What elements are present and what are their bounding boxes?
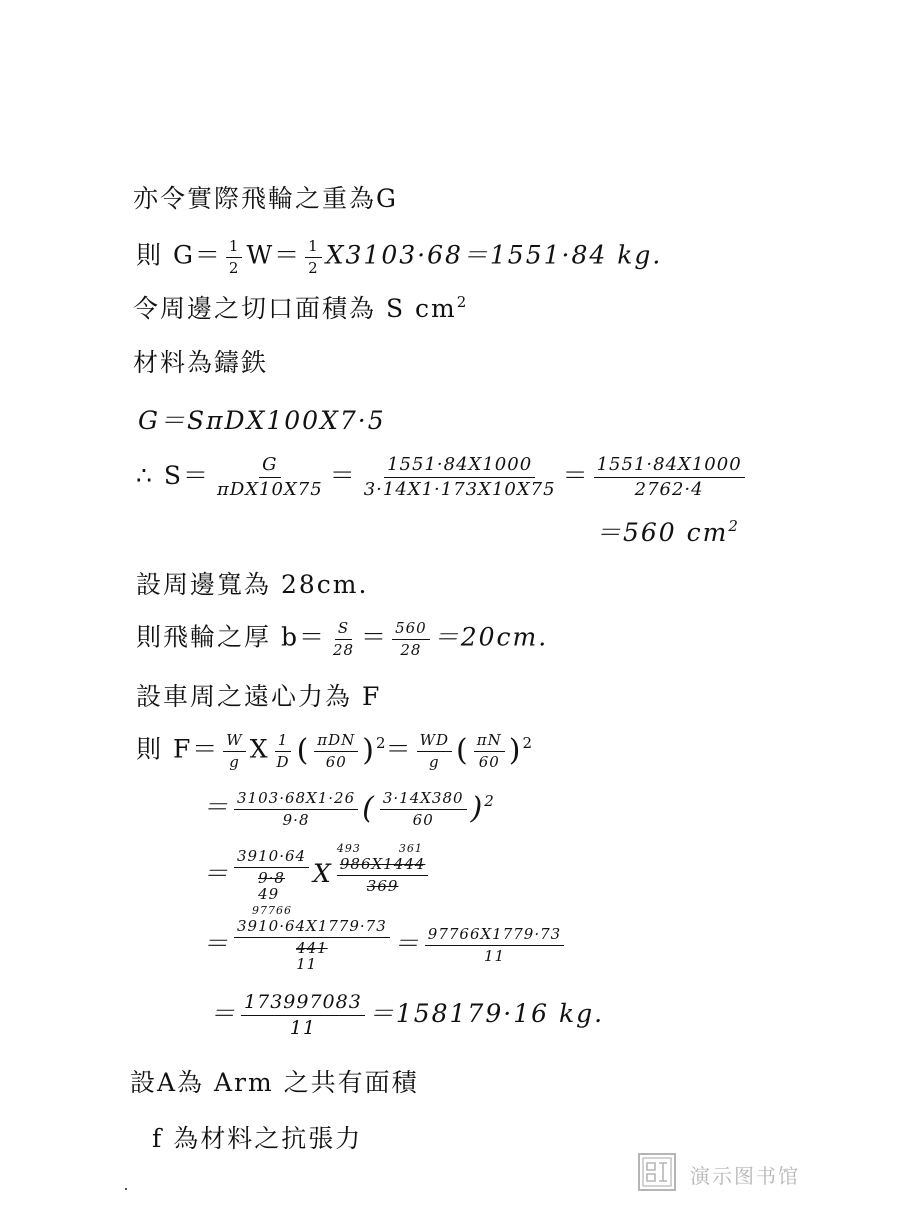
open-paren: (: [362, 791, 376, 826]
text-line-10: 設車周之遠心力為 F: [136, 682, 382, 711]
fraction: [330, 620, 357, 658]
superscript: 2: [484, 791, 494, 810]
fraction: [241, 992, 365, 1039]
equals-sign: ＝: [361, 622, 389, 652]
fraction: [361, 455, 559, 500]
watermark-label: 演示图书馆: [690, 1164, 800, 1188]
fraction-denominator: [293, 938, 331, 973]
fraction: [274, 732, 293, 770]
fraction-denominator: 2: [228, 258, 240, 277]
fraction-numerator: [336, 842, 428, 876]
fraction-numerator: [234, 904, 390, 938]
text-line-9: [136, 620, 548, 658]
equals-sign: ＝: [210, 998, 238, 1028]
text-line-13: [203, 842, 432, 903]
eq-part: ＝20cm.: [433, 622, 549, 652]
text-line-7: [596, 517, 738, 547]
fraction: [417, 732, 452, 770]
fraction: [380, 790, 467, 828]
fraction-denominator: 11: [483, 946, 506, 965]
fraction-numerator: 97766X1779·73: [425, 926, 564, 946]
scan-speck: [125, 1188, 127, 1190]
struck-value: 986X1444: [339, 855, 426, 874]
struck-value: 9·8: [258, 868, 285, 887]
text-line-1: 亦令實際飛輪之重為G: [133, 184, 398, 213]
equals-sign: ＝: [203, 858, 231, 888]
eq-part: ＝158179·16 kg.: [368, 998, 605, 1028]
text-line-3: [133, 293, 467, 323]
equals-sign: ＝: [562, 460, 590, 490]
eq-part: 則 G＝: [136, 240, 222, 270]
fraction-numerator: 3910·64: [234, 848, 309, 868]
fraction-numerator: 1551·84X1000: [384, 455, 535, 478]
superscript: 2: [376, 733, 386, 752]
equals-sign: ＝: [393, 928, 421, 958]
text-line-14: [203, 904, 568, 973]
margin-note: 493: [336, 842, 361, 856]
fraction-numerator: 173997083: [241, 992, 365, 1016]
eq-part: W＝: [246, 240, 302, 270]
text-line-4: 材料為鑄鉄: [133, 348, 269, 377]
fraction-numerator: WD: [417, 732, 452, 752]
reduced-value: 11: [296, 955, 318, 973]
text-line-6: [136, 455, 749, 500]
superscript: 2: [728, 517, 738, 535]
fraction-denominator: 60: [478, 752, 500, 771]
text-line-17: f 為材料之抗張力: [152, 1124, 363, 1153]
fraction-denominator: 9·8: [282, 810, 310, 829]
eq-part: 則 F＝: [136, 734, 220, 764]
fraction-denominator: D: [276, 752, 290, 771]
fraction-denominator: πDX10X75: [216, 478, 323, 500]
fraction-denominator: g: [229, 752, 240, 771]
margin-note: 97766: [252, 904, 293, 917]
fraction-numerator: 1: [226, 238, 243, 258]
equals-sign: ＝: [203, 928, 231, 958]
fraction: [234, 848, 309, 903]
reduced-value: 49: [258, 885, 280, 903]
library-seal-icon: [638, 1153, 676, 1191]
fraction-denominator: 28: [400, 640, 422, 659]
superscript: 2: [522, 733, 532, 752]
fraction-denominator: 2: [308, 258, 319, 277]
fraction-numerator: πDN: [314, 732, 358, 752]
fraction-denominator: 60: [412, 810, 434, 829]
eq-part: ＝560 cm: [596, 518, 729, 547]
fraction-numerator: 1551·84X1000: [594, 455, 745, 478]
fraction: [314, 732, 358, 770]
eq-part: 令周邊之切口面積為 S cm: [133, 294, 457, 323]
close-paren: ): [362, 733, 377, 768]
fraction-denominator: 369: [366, 876, 399, 895]
text-line-16: 設A為 Arm 之共有面積: [130, 1068, 419, 1097]
fraction: [392, 620, 430, 658]
open-paren: (: [296, 733, 311, 768]
eq-part: ∴ S＝: [136, 460, 210, 490]
eq-part: 則飛輪之厚 b＝: [136, 622, 326, 652]
numerator-value: 3910·64X1779·73: [237, 917, 387, 935]
fraction: [226, 238, 243, 276]
fraction-denominator: [255, 868, 288, 903]
eq-part: X3103·68＝1551·84 kg.: [325, 240, 663, 270]
text-line-15: [210, 992, 604, 1039]
fraction-numerator: 1: [305, 238, 322, 258]
superscript: 2: [456, 293, 467, 311]
fraction-numerator: S: [335, 620, 352, 640]
fraction-denominator: 11: [289, 1016, 316, 1039]
fraction-numerator: G: [259, 455, 280, 478]
fraction-numerator: 560: [392, 620, 430, 640]
fraction-numerator: πN: [474, 732, 505, 752]
fraction: [234, 790, 358, 828]
fraction-denominator: 60: [325, 752, 347, 771]
equals-sign: ＝: [203, 792, 231, 822]
fraction: [474, 732, 505, 770]
fraction: [223, 732, 245, 770]
fraction: [594, 455, 745, 500]
struck-value: 441: [296, 938, 328, 957]
fraction-denominator: 28: [332, 640, 355, 659]
close-paren: ): [470, 791, 485, 826]
fraction: [234, 904, 390, 973]
fraction: [425, 926, 564, 964]
fraction-numerator: W: [223, 732, 245, 752]
fraction-denominator: 3·14X1·173X10X75: [363, 478, 556, 500]
equals-sign: ＝: [329, 460, 357, 490]
fraction-numerator: 3103·68X1·26: [234, 790, 358, 810]
text-line-12: [203, 790, 494, 828]
fraction-denominator: 2762·4: [634, 478, 704, 500]
times-sign: X: [313, 858, 333, 888]
fraction: [336, 842, 428, 895]
times-sign: X: [249, 734, 270, 764]
text-line-11: [136, 732, 532, 770]
equals-sign: ＝: [385, 734, 413, 764]
fraction: [305, 238, 322, 276]
fraction-numerator: 3·14X380: [380, 790, 467, 810]
fraction: [214, 455, 326, 500]
close-paren: ): [508, 733, 523, 768]
text-line-8: 設周邊寬為 28cm.: [136, 570, 369, 599]
fraction-numerator: 1: [275, 732, 292, 752]
margin-note: 361: [398, 842, 423, 856]
text-line-2: [136, 238, 662, 276]
text-line-5: G＝SπDX100X7·5: [138, 406, 386, 435]
fraction-denominator: g: [429, 752, 440, 771]
open-paren: (: [456, 733, 470, 768]
